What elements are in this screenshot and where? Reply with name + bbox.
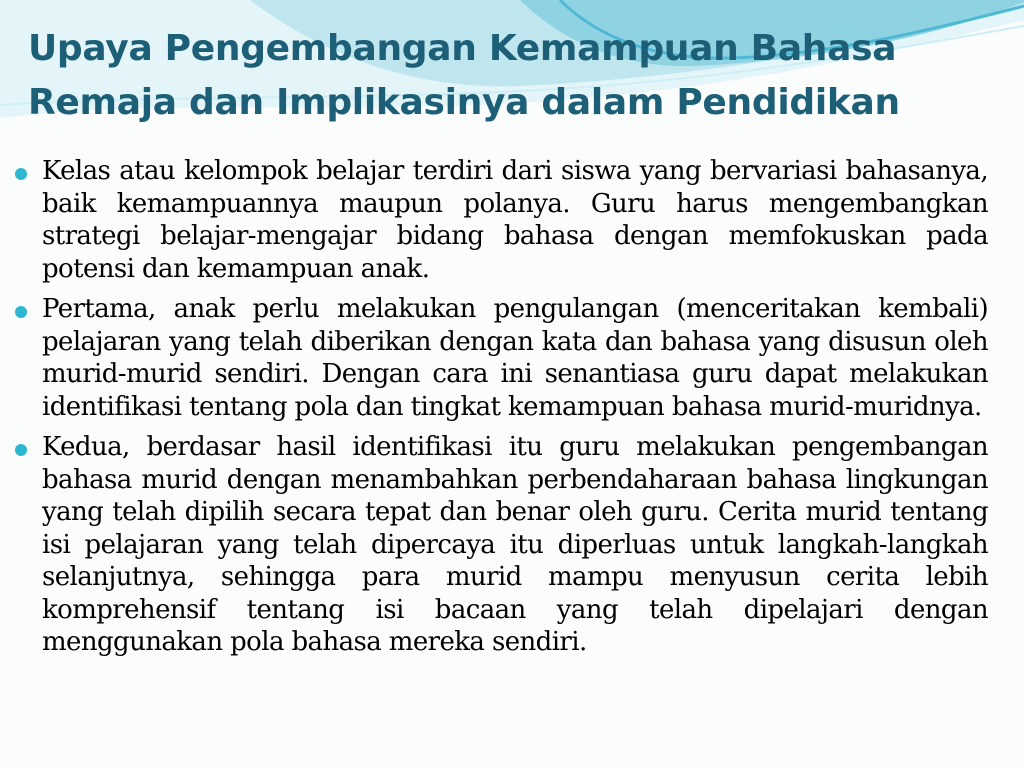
bullet-text: Kedua, berdasar hasil identifikasi itu guru melakukan pengembangan bahasa murid dengan menambahkan perbendaharaan bahasa lingkungan yang telah dipilih secara tepat dan benar oleh guru. Cerita murid tentang isi pelajaran yang telah dipercaya itu diperluas untuk langkah-langkah selanjutnya, sehingga para murid mampu menyusun cerita lebih komprehensif tentang isi bacaan yang telah dipelajari dengan menggunakan pola bahasa mereka sendiri.	[42, 432, 988, 657]
slide-title	[28, 22, 988, 130]
title-line-1: Upaya Pengembangan Kemampuan Bahasa	[28, 28, 897, 69]
bullet-text: Kelas atau kelompok belajar terdiri dari siswa yang bervariasi bahasanya, baik kemampuannya maupun polanya. Guru harus mengembangkan strategi belajar-mengajar bidang bahasa dengan memfokuskan pada potensi dan kemampuan anak.	[42, 156, 988, 284]
bullet-item	[12, 431, 988, 659]
bullet-item	[12, 155, 988, 285]
bullet-text: Pertama, anak perlu melakukan pengulangan (menceritakan kembali) pelajaran yang telah diberikan dengan kata dan bahasa yang disusun oleh murid-murid sendiri. Dengan cara ini senantiasa guru dapat melakukan identifikasi tentang pola dan tingkat kemampuan bahasa murid-muridnya.	[42, 294, 988, 422]
bullet-list	[12, 155, 988, 667]
bullet-dot-icon	[15, 444, 27, 456]
bullet-dot-icon	[15, 306, 27, 318]
bullet-dot-icon	[15, 168, 27, 180]
bullet-item	[12, 293, 988, 423]
title-line-2: Remaja dan Implikasinya dalam Pendidikan	[28, 82, 900, 123]
